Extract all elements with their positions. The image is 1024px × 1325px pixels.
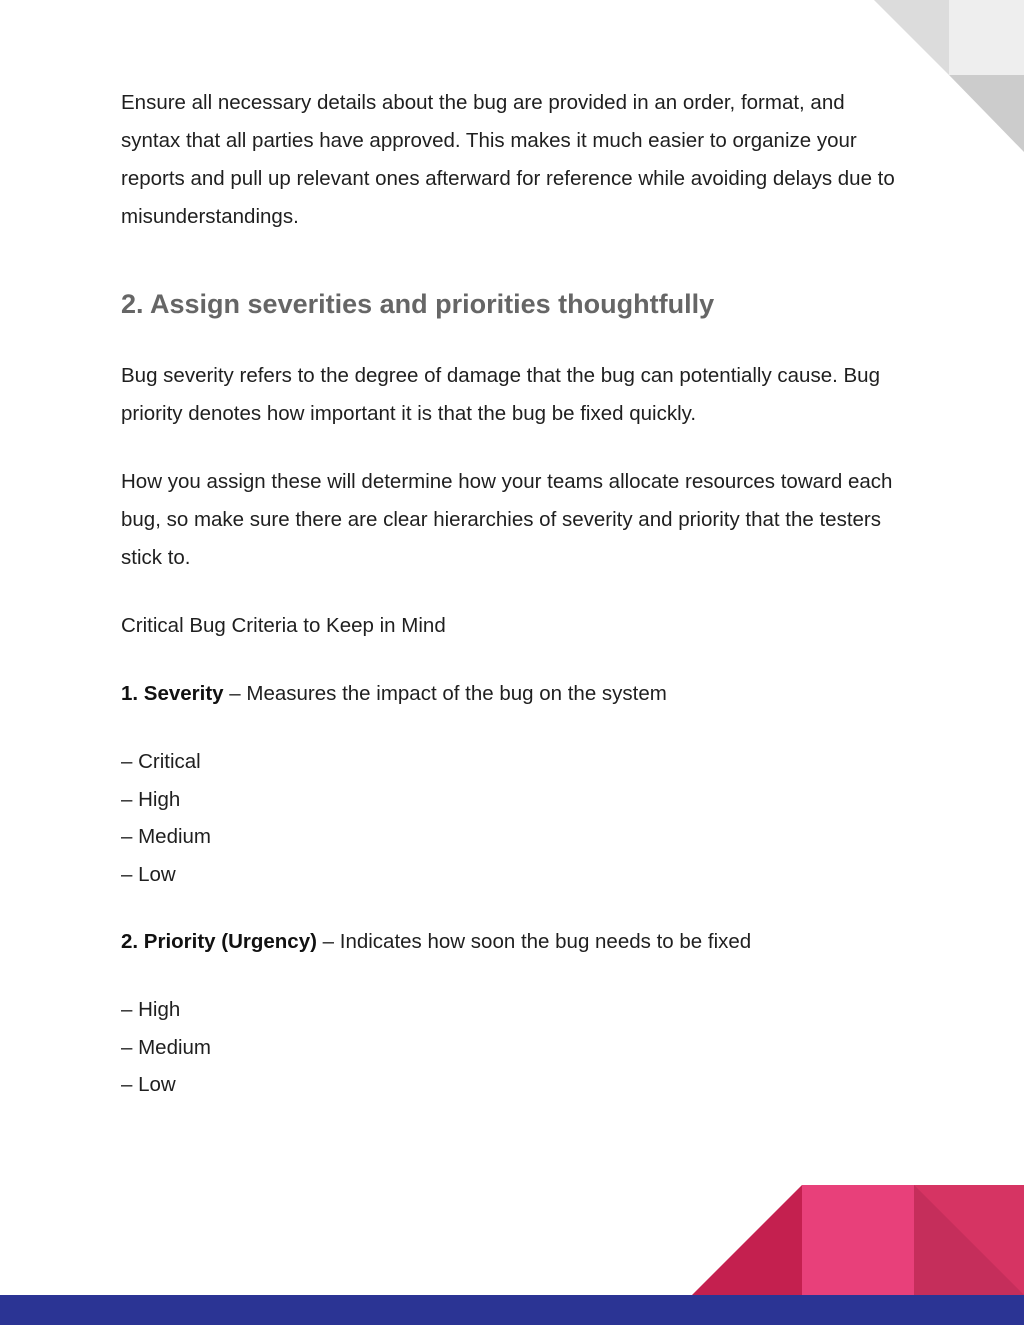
severity-description: – Measures the impact of the bug on the system [223, 682, 667, 705]
priority-level-item: – Medium [121, 1035, 212, 1059]
corner-br-triangle [692, 1185, 802, 1295]
priority-description: – Indicates how soon the bug needs to be fixed [316, 930, 752, 953]
bottom-right-corner-decoration [692, 1185, 1024, 1295]
priority-definition [121, 923, 901, 961]
priority-levels-list [121, 991, 901, 1104]
resource-allocation-paragraph: How you assign these will determine how your teams allocate resources toward each bug, so make sure there are clear hierarchies of severity and priority that the testers stick to. [121, 470, 893, 569]
severity-priority-definition-paragraph: Bug severity refers to the degree of damage that the bug can potentially cause. Bug priority denotes how important it is that the bug be fixed quickly. [121, 364, 880, 425]
priority-level-item: – Low [121, 1073, 176, 1096]
corner-br-square [802, 1185, 914, 1295]
intro-paragraph: Ensure all necessary details about the bug are provided in an order, format, and syntax that all parties have approved. This makes it much easier to organize your reports and pull up relevant ones afterward for reference while avoiding delays due to misunderstandings. [121, 91, 895, 228]
footer-bar [0, 1295, 1024, 1325]
corner-tr-triangle-light [874, 0, 949, 75]
severity-level-item: – High [121, 787, 181, 811]
criteria-heading: Critical Bug Criteria to Keep in Mind [121, 614, 446, 637]
priority-term: 2. Priority (Urgency) [121, 930, 317, 953]
section-heading: 2. Assign severities and priorities thoughtfully [121, 289, 715, 319]
severity-level-item: – Low [121, 862, 176, 886]
severity-level-item: – Medium [121, 825, 212, 848]
severity-term: 1. Severity [121, 682, 224, 705]
document-body [121, 84, 901, 1134]
severity-definition [121, 675, 901, 713]
corner-tr-triangle-dark [949, 75, 1024, 152]
priority-level-item: – High [121, 998, 181, 1021]
corner-tr-square [949, 0, 1024, 75]
severity-level-item: – Critical [121, 750, 201, 773]
severity-levels-list [121, 743, 901, 893]
